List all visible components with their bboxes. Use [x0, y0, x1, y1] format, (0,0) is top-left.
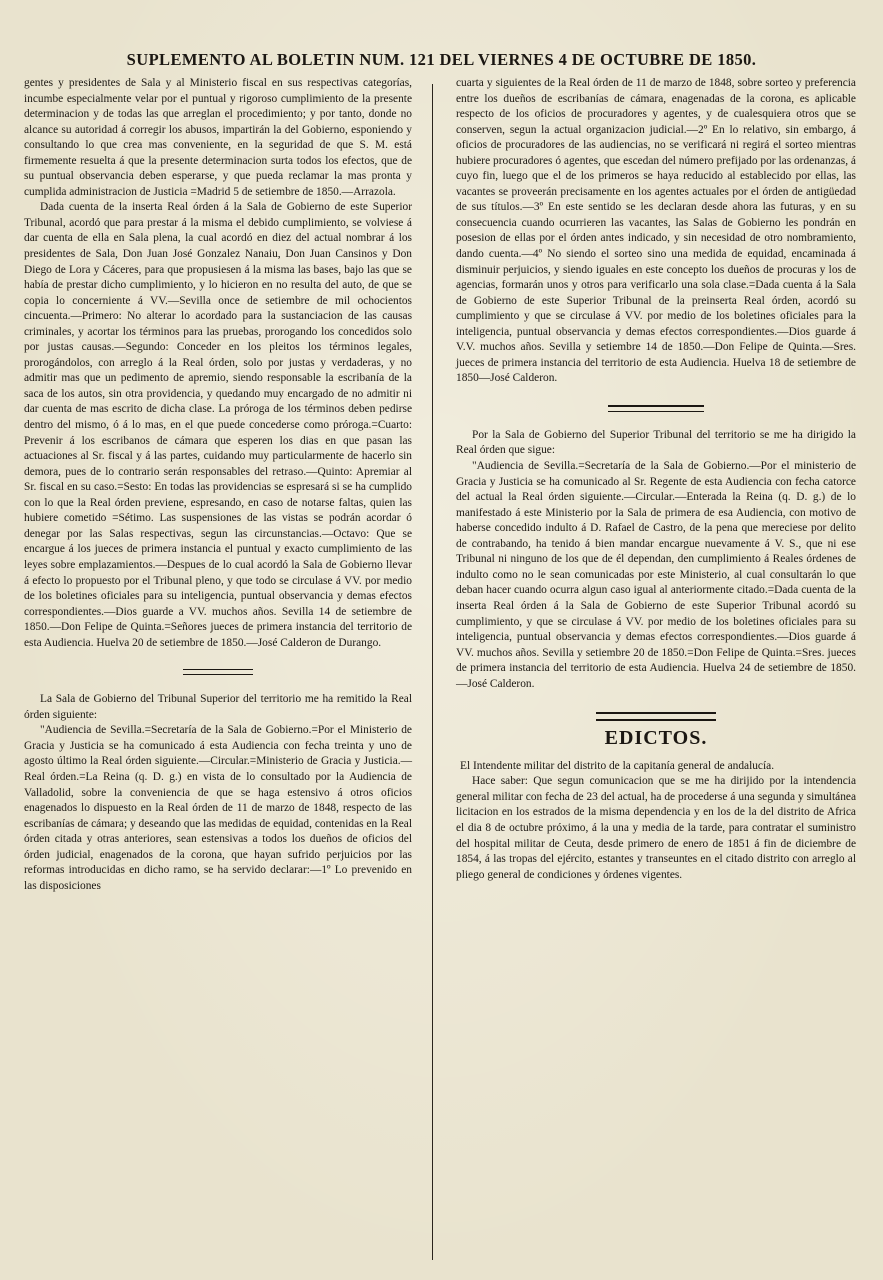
left-paragraph-2: Dada cuenta de la inserta Real órden á la Sala de Gobierno de este Superior Tribunal, acordó que para prestar á la misma el debido cumplimiento, se volviese á dar cuenta de ella en Sala plena, la cual acordó en diez del actual nombrar á los presidentes de Sala, Don Juan José Gonzalez Nanaiu, Don Juan Cansinos y Don Diego de Lora y Cáceres, para que propusiesen á la misma las bases, bajo las que se había de prestar dicho cumplimiento, y lo hicieron en no resulta del auto, de que se copia lo concerniente á VV.—Sevilla once de setiembre de mil ochocientos cincuenta.—Primero: No alterar lo acordado para la sustanciacion de las causas criminales, y acortar los términos para las pruebas, prorogando los concedidos solo por justas causas.—Segundo: Conceder en los pleitos los términos legales, prorogándolos, con arreglo á la Real órden, solo por justas y verdaderas, y no admitir mas que un pedimento de apremio, siendo responsable la escribanía de la saca de los autos, sin otra providencia, y quedando muy encargado de no admitir ni dar cuenta de mas escrito de dicha clase. La próroga de los términos deben pedirse dentro del mismo, ó á lo mas, en el que puede concederse como próroga.=Cuarto: Prevenir á los escribanos de cámara que esperen los dias en que pasan las actuaciones al Sr. fiscal y á las partes, cuidando muy particularmente de hacerlo sin demora, pues de lo contrario serán responsables del retraso.—Quinto: Apremiar al Sr. fiscal en su caso.=Sesto: En todas las providencias se espresará si se ha cumplido con lo que la Real órden previene, espresando, en caso de notarse faltas, quien las hubiere cometido =Sétimo. Las suspensiones de las vistas se podrán acordar ó denegar por las Salas respectivas, segun las circunstancias.—Octavo: Que se encargue á los jueces de primera instancia el puntual y exacto cumplimiento de las leyes sobre emplazamientos.—Despues de lo cual acordó la Sala de Gobierno llevar á efecto lo propuesto por el Tribunal pleno, y que todo se circulase á VV. por medio de los boletines oficiales para su inteligencia, puntual observancia y demas efectos correspondientes.—Dios guarde a VV. muchos años. Sevilla 14 de setiembre de 1850.—Don Felipe de Quinta.=Señores jueces de primera instancia del territorio de esta Audiencia. Huelva 20 de setiembre de 1850.—José Calderon de Durango.: [24, 201, 412, 649]
page-header: SUPLEMENTO AL BOLETIN NUM. 121 DEL VIERNES 4 DE OCTUBRE DE 1850.: [126, 50, 757, 69]
section-rule: [608, 405, 704, 412]
right-paragraph-1: cuarta y siguientes de la Real órden de 11 de marzo de 1848, sobre sorteo y preferencia entre los dueños de escribanías de cámara, enagenadas de la corona, es aplicable respecto de los oficios de procuradores y agentes, y de cualesquiera otros que se conserven, segun la actual organizacion judicial.—2º En lo relativo, sin embargo, á oficios de procuradores de las audiencias, no se verificará ni regirá el sorteo mientras hubiere procuradores ó agentes, que escedan del número prefijado por las ordenanzas, á cuyo fin, luego que el de los primeros se haya reducido al establecido por ellas, las vacantes se proveerán precisamente en los agentes actuales por el órden de antigüedad de sus títulos.—3º En este sentido se les declaran desde ahora las futuras, y en su consecuencia cuando ocurrieren las vacantes, las Salas de Gobierno les pondrán en posesion de ellas por el órden antes indicado, y sin necesidad de otro nombramiento, dando cuenta.—4º No siendo el sorteo sino una medida de equidad, encaminada á disminuir perjuicios, y siendo iguales en este concepto los dueños de procuras y los de agencias, formarán unos y otros para verificarlo una sola clase.=Dada cuenta á la Sala de Gobierno de este Superior Tribunal de la preinserta Real órden, acordó su cumplimiento y que se circulase á VV. por medio de los boletines oficiales para la inteligencia, puntual observancia y demas efectos correspondientes.—Dios guarde á V.V. muchos años. Sevilla y setiembre 14 de 1850.—Don Felipe de Quinta.—Sres. jueces de primera instancia del territorio de esta Audiencia. Huelva 18 de setiembre de 1850—José Calderon.: [456, 77, 856, 385]
right-paragraph-4: El Intendente militar del distrito de la capitanía general de andalucía.: [460, 759, 775, 772]
section-rule-double: [596, 712, 716, 721]
right-column: [456, 76, 856, 883]
right-paragraph-3: "Audiencia de Sevilla.=Secretaría de la Sala de Gobierno.—Por el ministerio de Gracia y Justicia se ha comunicado al Sr. Regente de esta Audiencia con fecha catorce del actual la Real órden siguiente.—Circular.—Enterada la Reina (q. D. g.) de lo manifestado á este Ministerio por la Sala de primera de esa Audiencia, con motivo de haberse concedido indulto á D. Rafael de Castro, de la pena que mereciese por delito de contrabando, ha tenido á bien mandar encargue nuevamente á V. S., que ni ese Tribunal ni ninguno de los que de él dependan, den cumplimiento á Reales órdenes de indulto como no le sean comunicadas por este Ministerio, al cual consultarán lo que deban hacer cuando ocurra algun caso igual al anteriormente citado.=Dada cuenta de la inserta Real órden á la Sala de Gobierno de este Superior Tribunal acordó su cumplimiento, y que se circulase á VV. por medio de los boletines oficiales para su inteligencia, puntual observancia y demas efectos correspondientes.—Dios guarde á VV. muchos años. Sevilla y setiembre 20 de 1850.=Don Felipe de Quinta.=Sres. jueces de primera instancia del territorio de esta Audiencia. Huelva 24 de setiembre de 1850.—José Calderon.: [456, 460, 856, 690]
section-rule: [183, 669, 253, 675]
left-paragraph-3: La Sala de Gobierno del Tribunal Superior del territorio me ha remitido la Real órden siguiente:: [24, 693, 412, 721]
left-paragraph-4: "Audiencia de Sevilla.=Secretaría de la Sala de Gobierno.=Por el Ministerio de Gracia y Justicia se ha comunicado á esta Audiencia con fecha treinta y uno de agosto último la Real órden siguiente.—Circular.=Ministerio de Gracia y Justicia.—Real órden.=La Reina (q. D. g.) en vista de lo consultado por la Audiencia de Valladolid, sobre la conveniencia de que se haga estensivo á otros oficios enagenados lo dispuesto en la Real órden de 11 de marzo de 1848, respecto de las escribanías de cámara; y deseando que las medidas de equidad, contenidas en la Real órden citada y otras anteriores, sean estensivas a todos los dueños de oficios del órden judicial, enagenados de la corona, que hayan sufrido perjuicios por las reformas introducidas en dicho ramo, se ha servido declarar:—1º Lo prevenido en las disposiciones: [24, 724, 412, 892]
right-paragraph-5: Hace saber: Que segun comunicacion que se me ha dirijido por la intendencia general militar con fecha de 23 del actual, ha de procederse á una segunda y simultánea licitacion en los estrados de la misma dependencia y en los de la del distrito de Africa el dia 8 de octubre próximo, á la una y media de la tarde, para contratar el suministro del hospital militar de Ceuta, desde primero de enero de 1851 á fin de diciembre de 1854, á las tropas del ejército, estantes y transeuntes en el citado distrito con arreglo al pliego general de condiciones y órdenes vigentes.: [456, 775, 856, 881]
edictos-heading: EDICTOS.: [604, 727, 708, 750]
column-divider: [432, 84, 433, 1260]
right-paragraph-2: Por la Sala de Gobierno del Superior Tribunal del territorio se me ha dirigido la Real órden que sigue:: [456, 428, 856, 457]
left-column: [24, 76, 412, 894]
left-paragraph-1: gentes y presidentes de Sala y al Ministerio fiscal en sus respectivas categorías, incumbe especialmente velar por el puntual y rigoroso cumplimiento de la presente determinacion y de todas las que arreglan el procedimiento; y por tanto, donde no alcance su autoridad á corregir los abusos, impartirán la del Gobierno, esponiendo y consultando lo que crea mas conveniente, en la seguridad de que S. M. está firmemente resuelta á que la presente determinacion surta todos los efectos, que de su puntual observancia deben esperarse, y que pueda reclamar la mas pronta y cumplida administracion de Justicia =Madrid 5 de setiembre de 1850.—Arrazola.: [24, 77, 412, 198]
